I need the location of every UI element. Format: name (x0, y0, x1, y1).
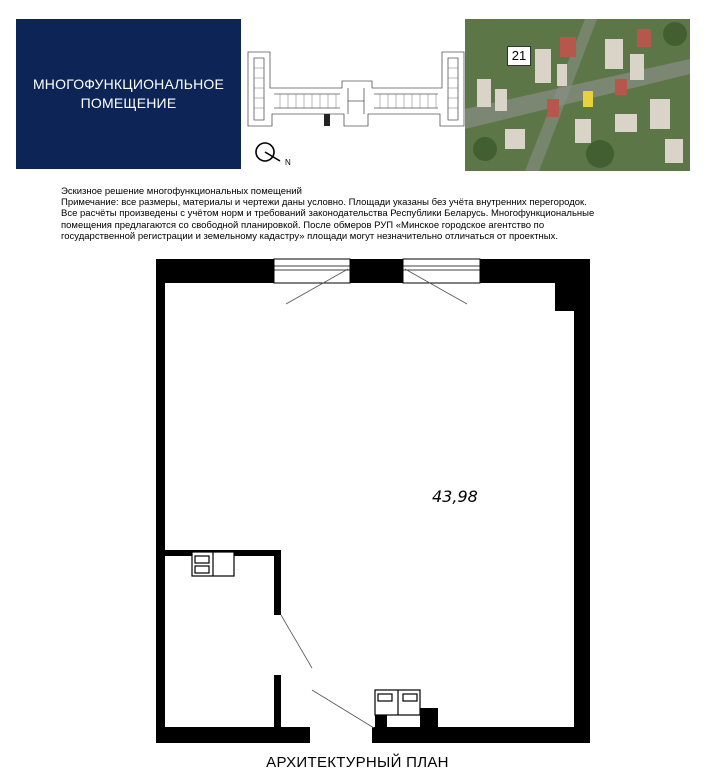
floor-plan (150, 255, 590, 750)
plan-title: АРХИТЕКТУРНЫЙ ПЛАН (266, 754, 449, 771)
title-line-1: МНОГОФУНКЦИОНАЛЬНОЕ (32, 76, 225, 92)
notes-line-4: помещения предлагаются со свободной планировкой. После обмеров РУП «Минское городское агентство по (61, 219, 545, 231)
notes-line-5: государственной регистрации и земельному кадастру» площади могут незначительно отличаться от проектных. (61, 230, 559, 242)
aerial-photo (465, 19, 690, 171)
notes-line-3: Все расчёты произведены с учётом норм и требований законодательства Республики Беларусь. Многофункциональные (61, 208, 595, 220)
building-key-plan (244, 48, 468, 132)
north-arrow-icon (254, 139, 294, 169)
room-area-label: 43,98 (432, 487, 478, 506)
title-panel (16, 19, 241, 169)
plan-walls (156, 259, 590, 743)
service-box-fixture (192, 552, 234, 576)
title-line-2: ПОМЕЩЕНИЕ (80, 95, 177, 111)
compass-label: N (285, 158, 291, 167)
door-swing-lines (281, 615, 374, 728)
aerial-photo-image (465, 19, 690, 171)
building-number-marker: 21 (507, 46, 531, 66)
shaft-fixture (375, 690, 420, 715)
notes-line-1: Эскизное решение многофункциональных помещений (61, 186, 302, 197)
notes-line-2: Примечание: все размеры, материалы и чертежи даны условно. Площади указаны без учёта внутренних перегородок. (61, 197, 587, 209)
notes-block (61, 186, 661, 242)
